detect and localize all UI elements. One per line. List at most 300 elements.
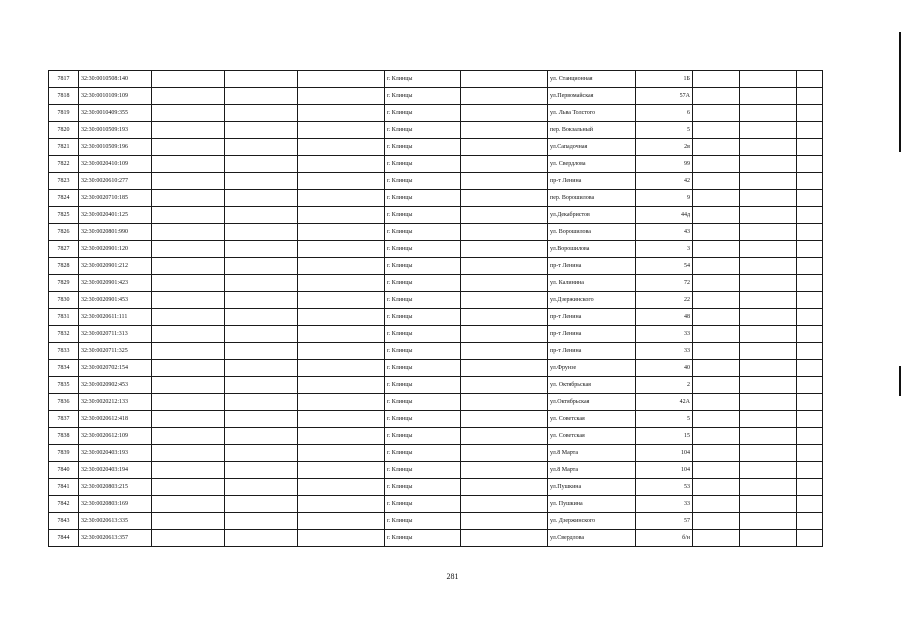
street-cell: пр-т Ленина — [548, 326, 636, 343]
empty-cell — [797, 326, 823, 343]
street-cell: ул.Свердлова — [548, 530, 636, 547]
row-number-cell: 7843 — [49, 513, 79, 530]
cadastral-number-cell: 32:30:0020710:185 — [79, 190, 152, 207]
empty-cell — [461, 275, 548, 292]
empty-cell — [461, 513, 548, 530]
table-row — [49, 207, 823, 224]
empty-cell — [461, 71, 548, 88]
table-row — [49, 275, 823, 292]
cadastral-number-cell: 32:30:0020610:277 — [79, 173, 152, 190]
empty-cell — [797, 105, 823, 122]
row-number-cell: 7829 — [49, 275, 79, 292]
table-row — [49, 309, 823, 326]
empty-cell — [461, 292, 548, 309]
empty-cell — [740, 377, 797, 394]
empty-cell — [152, 105, 225, 122]
empty-cell — [225, 173, 298, 190]
empty-cell — [693, 71, 740, 88]
empty-cell — [461, 326, 548, 343]
empty-cell — [693, 156, 740, 173]
empty-cell — [797, 479, 823, 496]
table-row — [49, 292, 823, 309]
cadastral-number-cell: 32:30:0020410:109 — [79, 156, 152, 173]
empty-cell — [298, 309, 385, 326]
empty-cell — [225, 343, 298, 360]
empty-cell — [740, 513, 797, 530]
empty-cell — [225, 360, 298, 377]
house-number-cell: 57 — [636, 513, 693, 530]
empty-cell — [693, 224, 740, 241]
cadastral-number-cell: 32:30:0020613:357 — [79, 530, 152, 547]
empty-cell — [298, 258, 385, 275]
empty-cell — [797, 462, 823, 479]
cadastral-number-cell: 32:30:0020901:453 — [79, 292, 152, 309]
street-cell: ул. Станционная — [548, 71, 636, 88]
empty-cell — [152, 360, 225, 377]
empty-cell — [693, 496, 740, 513]
empty-cell — [797, 258, 823, 275]
city-cell: г. Клинцы — [385, 445, 461, 462]
empty-cell — [152, 258, 225, 275]
row-number-cell: 7830 — [49, 292, 79, 309]
empty-cell — [298, 394, 385, 411]
empty-cell — [461, 530, 548, 547]
empty-cell — [152, 190, 225, 207]
street-cell: пер. Вокзальный — [548, 122, 636, 139]
empty-cell — [152, 513, 225, 530]
empty-cell — [693, 428, 740, 445]
row-number-cell: 7820 — [49, 122, 79, 139]
table-row — [49, 190, 823, 207]
empty-cell — [152, 156, 225, 173]
empty-cell — [740, 394, 797, 411]
house-number-cell: 57А — [636, 88, 693, 105]
empty-cell — [740, 343, 797, 360]
street-cell: ул. Дзержинского — [548, 513, 636, 530]
empty-cell — [693, 275, 740, 292]
empty-cell — [797, 224, 823, 241]
empty-cell — [461, 207, 548, 224]
cadastral-number-cell: 32:30:0020401:125 — [79, 207, 152, 224]
empty-cell — [298, 496, 385, 513]
house-number-cell: 2в — [636, 139, 693, 156]
city-cell: г. Клинцы — [385, 530, 461, 547]
empty-cell — [461, 394, 548, 411]
empty-cell — [225, 530, 298, 547]
street-cell: пр-т Ленина — [548, 309, 636, 326]
house-number-cell: 53 — [636, 479, 693, 496]
empty-cell — [225, 445, 298, 462]
empty-cell — [225, 394, 298, 411]
street-cell: пер. Ворошилова — [548, 190, 636, 207]
empty-cell — [225, 224, 298, 241]
empty-cell — [461, 428, 548, 445]
house-number-cell: 5 — [636, 122, 693, 139]
empty-cell — [152, 445, 225, 462]
house-number-cell: 42 — [636, 173, 693, 190]
table-row — [49, 343, 823, 360]
cadastral-number-cell: 32:30:0020901:212 — [79, 258, 152, 275]
scan-mark-middle — [899, 366, 901, 396]
empty-cell — [298, 122, 385, 139]
empty-cell — [740, 173, 797, 190]
row-number-cell: 7826 — [49, 224, 79, 241]
cadastral-number-cell: 32:30:0020612:109 — [79, 428, 152, 445]
row-number-cell: 7842 — [49, 496, 79, 513]
empty-cell — [298, 445, 385, 462]
empty-cell — [298, 139, 385, 156]
empty-cell — [740, 479, 797, 496]
empty-cell — [693, 173, 740, 190]
city-cell: г. Клинцы — [385, 122, 461, 139]
street-cell: ул. Октябрьская — [548, 377, 636, 394]
empty-cell — [225, 122, 298, 139]
empty-cell — [797, 173, 823, 190]
empty-cell — [298, 224, 385, 241]
empty-cell — [740, 139, 797, 156]
empty-cell — [693, 445, 740, 462]
empty-cell — [225, 309, 298, 326]
empty-cell — [298, 207, 385, 224]
empty-cell — [225, 71, 298, 88]
house-number-cell: б/н — [636, 530, 693, 547]
empty-cell — [740, 275, 797, 292]
empty-cell — [298, 173, 385, 190]
city-cell: г. Клинцы — [385, 139, 461, 156]
row-number-cell: 7838 — [49, 428, 79, 445]
empty-cell — [152, 275, 225, 292]
empty-cell — [152, 88, 225, 105]
house-number-cell: 43 — [636, 224, 693, 241]
empty-cell — [797, 292, 823, 309]
empty-cell — [152, 71, 225, 88]
street-cell: ул. Калинина — [548, 275, 636, 292]
house-number-cell: 22 — [636, 292, 693, 309]
empty-cell — [740, 241, 797, 258]
cadastral-number-cell: 32:30:0020613:335 — [79, 513, 152, 530]
empty-cell — [797, 88, 823, 105]
empty-cell — [461, 411, 548, 428]
empty-cell — [693, 122, 740, 139]
house-number-cell: 6 — [636, 105, 693, 122]
empty-cell — [693, 513, 740, 530]
empty-cell — [152, 139, 225, 156]
row-number-cell: 7824 — [49, 190, 79, 207]
empty-cell — [461, 122, 548, 139]
table-row — [49, 173, 823, 190]
empty-cell — [797, 411, 823, 428]
street-cell: ул. Льва Толстого — [548, 105, 636, 122]
table-row — [49, 88, 823, 105]
house-number-cell: 99 — [636, 156, 693, 173]
street-cell: пр-т Ленина — [548, 258, 636, 275]
row-number-cell: 7839 — [49, 445, 79, 462]
table-row — [49, 156, 823, 173]
house-number-cell: 1Б — [636, 71, 693, 88]
row-number-cell: 7831 — [49, 309, 79, 326]
house-number-cell: 40 — [636, 360, 693, 377]
street-cell: ул. Советская — [548, 428, 636, 445]
city-cell: г. Клинцы — [385, 462, 461, 479]
city-cell: г. Клинцы — [385, 71, 461, 88]
empty-cell — [152, 173, 225, 190]
empty-cell — [298, 479, 385, 496]
street-cell: ул. Советская — [548, 411, 636, 428]
house-number-cell: 72 — [636, 275, 693, 292]
empty-cell — [797, 428, 823, 445]
cadastral-number-cell: 32:30:0020611:111 — [79, 309, 152, 326]
table-row — [49, 71, 823, 88]
cadastral-number-cell: 32:30:0020901:423 — [79, 275, 152, 292]
house-number-cell: 5 — [636, 411, 693, 428]
city-cell: г. Клинцы — [385, 411, 461, 428]
empty-cell — [225, 377, 298, 394]
empty-cell — [693, 190, 740, 207]
empty-cell — [152, 326, 225, 343]
house-number-cell: 3 — [636, 241, 693, 258]
empty-cell — [298, 190, 385, 207]
table-row — [49, 139, 823, 156]
empty-cell — [693, 207, 740, 224]
empty-cell — [225, 496, 298, 513]
empty-cell — [461, 462, 548, 479]
row-number-cell: 7835 — [49, 377, 79, 394]
empty-cell — [693, 411, 740, 428]
table-row — [49, 513, 823, 530]
empty-cell — [461, 377, 548, 394]
house-number-cell: 9 — [636, 190, 693, 207]
city-cell: г. Клинцы — [385, 241, 461, 258]
cadastral-number-cell: 32:30:0020711:325 — [79, 343, 152, 360]
empty-cell — [797, 122, 823, 139]
street-cell: ул.Октябрьская — [548, 394, 636, 411]
house-number-cell: 33 — [636, 496, 693, 513]
city-cell: г. Клинцы — [385, 309, 461, 326]
street-cell: ул.Фрунзе — [548, 360, 636, 377]
empty-cell — [740, 445, 797, 462]
table-row — [49, 479, 823, 496]
table-row — [49, 428, 823, 445]
empty-cell — [152, 343, 225, 360]
empty-cell — [461, 156, 548, 173]
empty-cell — [225, 190, 298, 207]
empty-cell — [225, 292, 298, 309]
empty-cell — [298, 326, 385, 343]
house-number-cell: 33 — [636, 326, 693, 343]
street-cell: ул.Декабристов — [548, 207, 636, 224]
empty-cell — [152, 496, 225, 513]
street-cell: ул.8 Марта — [548, 462, 636, 479]
empty-cell — [693, 139, 740, 156]
house-number-cell: 44д — [636, 207, 693, 224]
cadastral-number-cell: 32:30:0020901:120 — [79, 241, 152, 258]
street-cell: ул.Дзержинского — [548, 292, 636, 309]
cadastral-number-cell: 32:30:0010409:355 — [79, 105, 152, 122]
house-number-cell: 48 — [636, 309, 693, 326]
empty-cell — [693, 377, 740, 394]
page-number: 281 — [446, 572, 459, 581]
empty-cell — [461, 343, 548, 360]
row-number-cell: 7819 — [49, 105, 79, 122]
empty-cell — [298, 156, 385, 173]
empty-cell — [298, 462, 385, 479]
empty-cell — [298, 360, 385, 377]
empty-cell — [225, 462, 298, 479]
empty-cell — [152, 530, 225, 547]
empty-cell — [693, 343, 740, 360]
empty-cell — [461, 496, 548, 513]
empty-cell — [740, 309, 797, 326]
empty-cell — [152, 309, 225, 326]
empty-cell — [225, 139, 298, 156]
empty-cell — [298, 275, 385, 292]
empty-cell — [298, 105, 385, 122]
empty-cell — [225, 326, 298, 343]
house-number-cell: 54 — [636, 258, 693, 275]
empty-cell — [740, 258, 797, 275]
table-row — [49, 496, 823, 513]
empty-cell — [740, 207, 797, 224]
city-cell: г. Клинцы — [385, 88, 461, 105]
table-row — [49, 394, 823, 411]
empty-cell — [797, 71, 823, 88]
cadastral-number-cell: 32:30:0010509:196 — [79, 139, 152, 156]
house-number-cell: 33 — [636, 343, 693, 360]
city-cell: г. Клинцы — [385, 224, 461, 241]
empty-cell — [298, 411, 385, 428]
empty-cell — [693, 394, 740, 411]
empty-cell — [693, 360, 740, 377]
city-cell: г. Клинцы — [385, 156, 461, 173]
city-cell: г. Клинцы — [385, 377, 461, 394]
row-number-cell: 7837 — [49, 411, 79, 428]
city-cell: г. Клинцы — [385, 207, 461, 224]
city-cell: г. Клинцы — [385, 360, 461, 377]
house-number-cell: 104 — [636, 445, 693, 462]
scan-mark-top — [899, 32, 901, 152]
street-cell: пр-т Ленина — [548, 173, 636, 190]
empty-cell — [797, 275, 823, 292]
empty-cell — [797, 530, 823, 547]
table-row — [49, 377, 823, 394]
empty-cell — [225, 156, 298, 173]
empty-cell — [298, 88, 385, 105]
empty-cell — [461, 241, 548, 258]
city-cell: г. Клинцы — [385, 496, 461, 513]
table-body — [49, 71, 823, 547]
empty-cell — [461, 309, 548, 326]
street-cell: ул.Первомайская — [548, 88, 636, 105]
empty-cell — [740, 122, 797, 139]
empty-cell — [225, 207, 298, 224]
empty-cell — [797, 496, 823, 513]
city-cell: г. Клинцы — [385, 394, 461, 411]
empty-cell — [225, 513, 298, 530]
empty-cell — [225, 411, 298, 428]
empty-cell — [225, 241, 298, 258]
empty-cell — [461, 360, 548, 377]
empty-cell — [740, 530, 797, 547]
city-cell: г. Клинцы — [385, 343, 461, 360]
cadastral-number-cell: 32:30:0010508:140 — [79, 71, 152, 88]
row-number-cell: 7841 — [49, 479, 79, 496]
city-cell: г. Клинцы — [385, 428, 461, 445]
empty-cell — [298, 377, 385, 394]
city-cell: г. Клинцы — [385, 479, 461, 496]
empty-cell — [298, 530, 385, 547]
table-row — [49, 411, 823, 428]
empty-cell — [152, 241, 225, 258]
empty-cell — [152, 394, 225, 411]
empty-cell — [152, 377, 225, 394]
empty-cell — [298, 241, 385, 258]
empty-cell — [740, 462, 797, 479]
city-cell: г. Клинцы — [385, 275, 461, 292]
street-cell: ул.Пушкина — [548, 479, 636, 496]
empty-cell — [298, 428, 385, 445]
cadastral-number-cell: 32:30:0020403:193 — [79, 445, 152, 462]
city-cell: г. Клинцы — [385, 173, 461, 190]
empty-cell — [797, 139, 823, 156]
empty-cell — [740, 105, 797, 122]
empty-cell — [298, 71, 385, 88]
cadastral-number-cell: 32:30:0020702:154 — [79, 360, 152, 377]
table-row — [49, 122, 823, 139]
empty-cell — [693, 530, 740, 547]
empty-cell — [693, 479, 740, 496]
empty-cell — [225, 428, 298, 445]
empty-cell — [797, 190, 823, 207]
empty-cell — [693, 258, 740, 275]
empty-cell — [740, 326, 797, 343]
city-cell: г. Клинцы — [385, 105, 461, 122]
empty-cell — [298, 343, 385, 360]
city-cell: г. Клинцы — [385, 292, 461, 309]
empty-cell — [225, 275, 298, 292]
empty-cell — [225, 479, 298, 496]
empty-cell — [797, 343, 823, 360]
empty-cell — [461, 479, 548, 496]
row-number-cell: 7818 — [49, 88, 79, 105]
row-number-cell: 7823 — [49, 173, 79, 190]
street-cell: ул.8 Марта — [548, 445, 636, 462]
empty-cell — [740, 71, 797, 88]
street-cell: пр-т Ленина — [548, 343, 636, 360]
empty-cell — [693, 326, 740, 343]
empty-cell — [461, 88, 548, 105]
table-row — [49, 530, 823, 547]
empty-cell — [740, 292, 797, 309]
empty-cell — [740, 360, 797, 377]
empty-cell — [693, 292, 740, 309]
table-row — [49, 241, 823, 258]
table-row — [49, 360, 823, 377]
empty-cell — [298, 513, 385, 530]
row-number-cell: 7833 — [49, 343, 79, 360]
cadastral-number-cell: 32:30:0020711:313 — [79, 326, 152, 343]
city-cell: г. Клинцы — [385, 258, 461, 275]
row-number-cell: 7822 — [49, 156, 79, 173]
cadastral-number-cell: 32:30:0020801:990 — [79, 224, 152, 241]
table-row — [49, 105, 823, 122]
empty-cell — [152, 292, 225, 309]
empty-cell — [797, 394, 823, 411]
row-number-cell: 7834 — [49, 360, 79, 377]
row-number-cell: 7821 — [49, 139, 79, 156]
cadastral-number-cell: 32:30:0010109:109 — [79, 88, 152, 105]
cadastral-number-cell: 32:30:0020612:418 — [79, 411, 152, 428]
empty-cell — [740, 88, 797, 105]
